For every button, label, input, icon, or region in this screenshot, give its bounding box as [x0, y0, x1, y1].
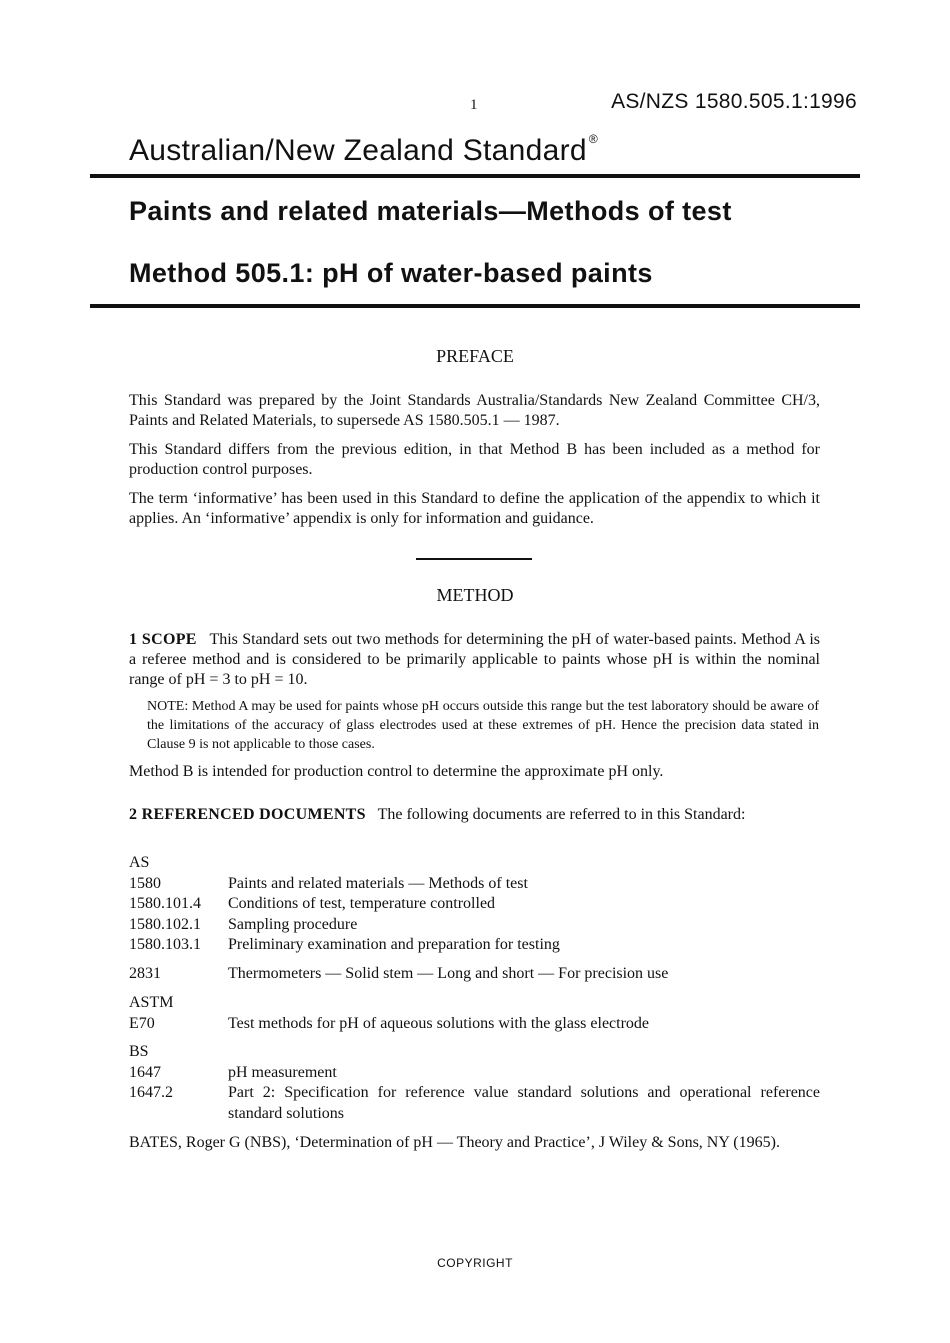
reference-item [129, 1063, 820, 1084]
scope-text: This Standard sets out two methods for determining the pH of water-based paints. Method A is a referee method and is considered to be primarily applicable to paints whose pH is within the nominal range of pH = 3 to pH = 10. [129, 631, 820, 688]
reference-code: 1580.101.4 [129, 895, 201, 912]
preface-heading: PREFACE [436, 346, 514, 366]
reference-group-as-2831 [129, 964, 820, 985]
reference-item [129, 935, 820, 956]
reference-item [129, 894, 820, 915]
references-clause-title: 2 REFERENCED DOCUMENTS [129, 806, 366, 823]
preface-paragraph: This Standard was prepared by the Joint Standards Australia/Standards New Zealand Committee CH/3, Paints and Related Materials, to supersede AS 1580.505.1 — 1987. [129, 392, 820, 429]
reference-item [129, 1083, 820, 1124]
organization-title [129, 134, 598, 168]
preface-paragraph: The term ‘informative’ has been used in this Standard to define the application of the appendix to which it applies. An ‘informative’ appendix is only for information and guidance. [129, 490, 820, 527]
scope-clause-title: 1 SCOPE [129, 631, 197, 648]
reference-code: 1580 [129, 874, 161, 892]
reference-group-label: BS [129, 1043, 149, 1060]
copyright-footer: COPYRIGHT [437, 1256, 513, 1270]
reference-group-astm [129, 993, 820, 1034]
reference-title: pH measurement [228, 1063, 337, 1081]
document-title: Paints and related materials—Methods of test [129, 196, 732, 226]
reference-code: E70 [129, 1014, 155, 1032]
registered-mark: ® [588, 132, 599, 146]
reference-item [129, 915, 820, 936]
reference-item [129, 874, 820, 895]
organization-name: Australian/New Zealand Standard [129, 134, 587, 167]
document-subtitle: Method 505.1: pH of water-based paints [129, 258, 653, 288]
reference-code: 1580.103.1 [129, 936, 201, 953]
reference-title: Preliminary examination and preparation for testing [228, 936, 560, 953]
reference-code: 1647.2 [129, 1084, 173, 1101]
reference-group-label: ASTM [129, 994, 174, 1011]
reference-code: 2831 [129, 965, 161, 982]
reference-code: 1580.102.1 [129, 915, 201, 933]
top-divider [90, 174, 860, 178]
bates-reference: BATES, Roger G (NBS), ‘Determination of pH — Theory and Practice’, J Wiley & Sons, NY (1965). [129, 1134, 780, 1151]
reference-title: Sampling procedure [228, 915, 358, 933]
section-divider [416, 558, 532, 560]
reference-item [129, 964, 820, 985]
reference-group-label: AS [129, 854, 150, 871]
reference-code: 1647 [129, 1063, 161, 1081]
reference-title: Test methods for pH of aqueous solutions with the glass electrode [228, 1014, 650, 1032]
references-clause [129, 805, 820, 825]
scope-clause [129, 630, 820, 690]
reference-item [129, 1014, 820, 1035]
method-heading: METHOD [436, 585, 514, 605]
page-number: 1 [470, 97, 478, 113]
references-intro: The following documents are referred to in this Standard: [377, 806, 746, 823]
standard-number: AS/NZS 1580.505.1:1996 [611, 90, 857, 113]
reference-group-bs [129, 1042, 820, 1124]
scope-note: NOTE: Method A may be used for paints whose pH occurs outside this range but the test laboratory should be aware of the limitations of the accuracy of glass electrodes used at these extremes of pH. Hence the precision data stated in Clause 9 is not applicable to those cases. [147, 699, 819, 752]
title-divider [90, 304, 860, 308]
method-b-text: Method B is intended for production control to determine the approximate pH only. [129, 763, 664, 780]
reference-title: Thermometers — Solid stem — Long and short — For precision use [228, 965, 669, 982]
preface-paragraph: This Standard differs from the previous edition, in that Method B has been included as a method for production control purposes. [129, 441, 820, 478]
reference-title: Conditions of test, temperature controlled [228, 895, 496, 912]
reference-title: Part 2: Specification for reference value standard solutions and operational reference standard solutions [228, 1084, 820, 1122]
reference-title: Paints and related materials — Methods of test [228, 874, 528, 892]
reference-group-as [129, 853, 820, 956]
